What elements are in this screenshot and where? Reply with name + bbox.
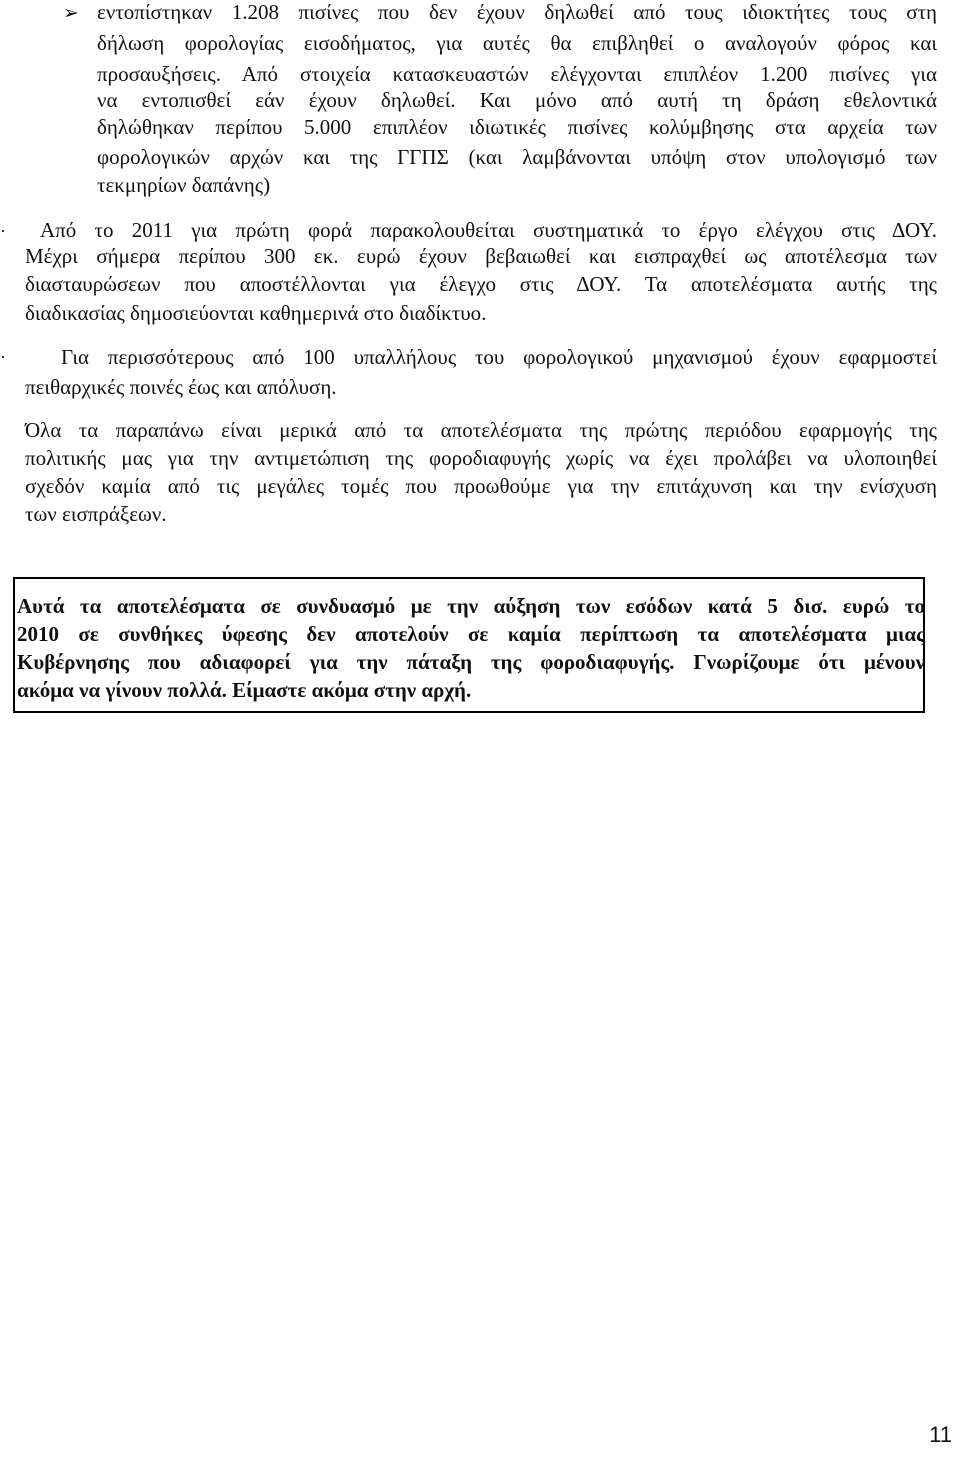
bullet2-line-1: Από το 2011 για πρώτη φορά παρακολουθείται συστηματικά το έργο ελέγχου στις ΔΟΥ. (40, 218, 937, 242)
bullet1-line-1: εντοπίστηκαν 1.208 πισίνες που δεν έχουν δηλωθεί από τους ιδιοκτήτες τους στη (97, 0, 937, 24)
paragraph-line-2: πολιτικής μας για την αντιμετώπιση της φοροδιαφυγής χωρίς να έχει προλάβει να υλοποιηθεί (25, 446, 937, 470)
bullet1-line-2: δήλωση φορολογίας εισοδήματος, για αυτές θα επιβληθεί ο αναλογούν φόρος και (97, 31, 937, 55)
bullet1-line-4: να εντοπισθεί εάν έχουν δηλωθεί. Και μόνο από αυτή τη δράση εθελοντικά (97, 88, 937, 112)
paragraph-line-3: σχεδόν καμία από τις μεγάλες τομές που προωθούμε για την επιτάχυνση και την ενίσχυση (25, 474, 937, 498)
bullet1-line-3: προσαυξήσεις. Από στοιχεία κατασκευαστών ελέγχονται επιπλέον 1.200 πισίνες για (97, 62, 937, 86)
bullet1-line-5: δηλώθηκαν περίπου 5.000 επιπλέον ιδιωτικές πισίνες κολύμβησης στα αρχεία των (97, 115, 937, 139)
paragraph-line-4: των εισπράξεων. (25, 502, 167, 526)
boxed-line-1: Αυτά τα αποτελέσματα σε συνδυασμό με την αύξηση των εσόδων κατά 5 δισ. ευρώ το (17, 594, 925, 618)
arrow-bullet-icon: ➢ (63, 3, 79, 24)
dot-bullet-icon: · (0, 221, 6, 241)
bullet3-line-2: πειθαρχικές ποινές έως και απόλυση. (25, 375, 337, 399)
boxed-line-2: 2010 σε συνθήκες ύφεσης δεν αποτελούν σε καμία περίπτωση τα αποτελέσματα μιας (17, 622, 925, 646)
paragraph-line-1: Όλα τα παραπάνω είναι μερικά από τα αποτελέσματα της πρώτης περιόδου εφαρμογής της (25, 418, 937, 442)
bullet2-line-4: διαδικασίας δημοσιεύονται καθημερινά στο διαδίκτυο. (25, 301, 487, 325)
bullet2-line-3: διασταυρώσεων που αποστέλλονται για έλεγχο στις ΔΟΥ. Τα αποτελέσματα αυτής της (25, 272, 937, 296)
bullet1-line-6: φορολογικών αρχών και της ΓΓΠΣ (και λαμβάνονται υπόψη στον υπολογισμό των (97, 145, 937, 169)
boxed-line-3: Κυβέρνησης που αδιαφορεί για την πάταξη της φοροδιαφυγής. Γνωρίζουμε ότι μένουν (17, 650, 925, 674)
boxed-line-4: ακόμα να γίνουν πολλά. Είμαστε ακόμα στην αρχή. (17, 678, 472, 702)
bullet2-line-2: Μέχρι σήμερα περίπου 300 εκ. ευρώ έχουν βεβαιωθεί και εισπραχθεί ως αποτέλεσμα των (25, 244, 937, 268)
bullet3-line-1: Για περισσότερους από 100 υπαλλήλους του φορολογικού μηχανισμού έχουν εφαρμοστεί (61, 345, 937, 369)
dot-bullet-icon: · (0, 347, 6, 367)
bullet1-line-7: τεκμηρίων δαπάνης) (97, 173, 271, 197)
page-number: 11 (929, 1422, 952, 1447)
